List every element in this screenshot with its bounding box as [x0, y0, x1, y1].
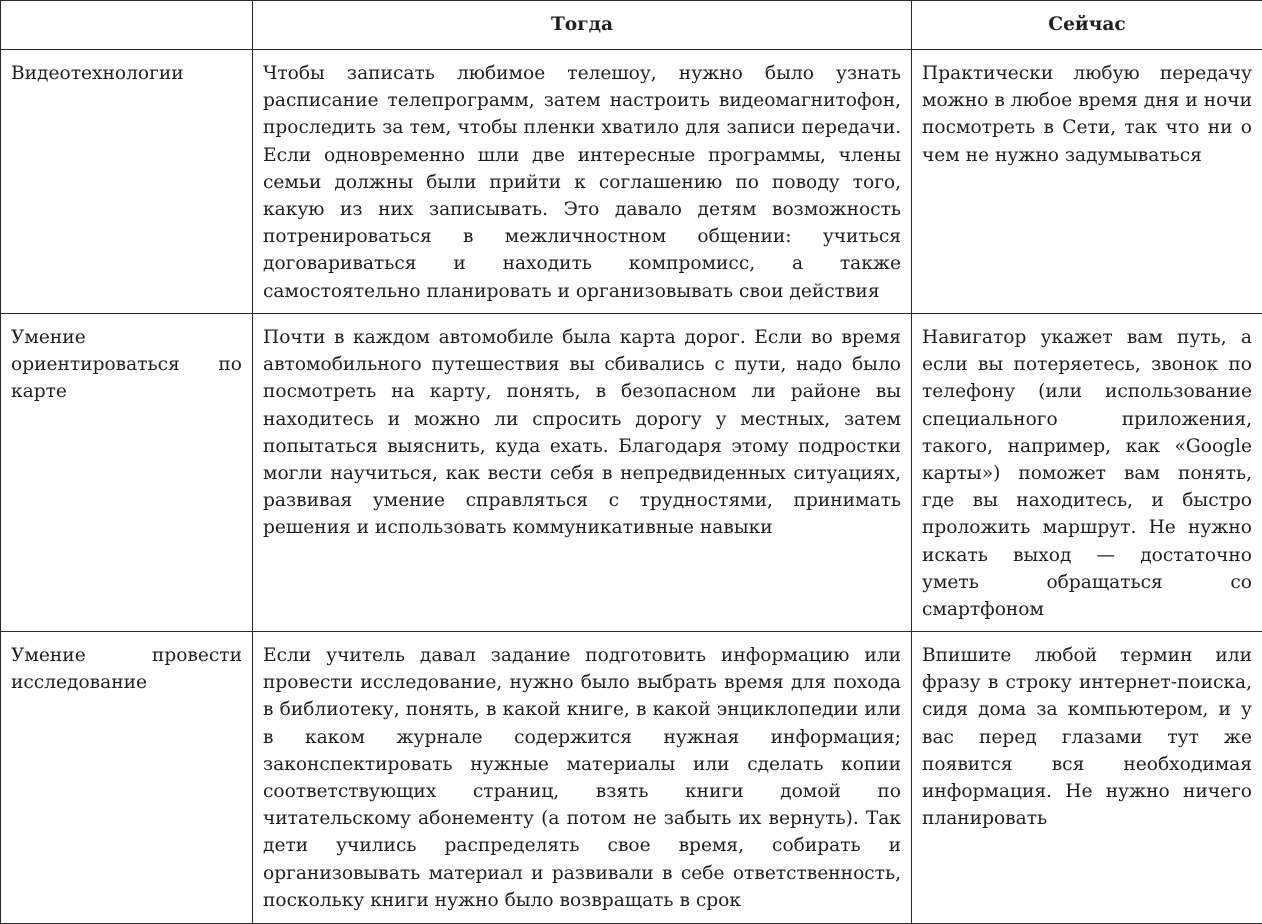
table-row [1, 632, 1262, 924]
header-now: Сейчас [912, 1, 1262, 50]
table-row [1, 314, 1262, 632]
header-then: Тогда [253, 1, 912, 50]
row-now: Практически любую передачу можно в любое время дня и ночи посмотреть в Сети, так что ни о чем не нужно задумываться [912, 50, 1262, 314]
row-then: Почти в каждом автомобиле была карта дорог. Если во время автомобильного путешествия вы сбивались с пути, надо было посмотреть на карту, понять, в безопасном ли районе вы находитесь и можно ли спросить дорогу у местных, затем попытаться выяснить, куда ехать. Благодаря этому подростки могли научиться, как вести себя в непредвиденных ситуациях, развивая умение справляться с трудностями, принимать решения и использовать коммуникативные навыки [253, 314, 912, 632]
row-topic: Видеотехнологии [1, 50, 253, 314]
row-now: Навигатор укажет вам путь, а если вы потеряетесь, звонок по телефону (или использование специального приложения, такого, например, как «Google карты») поможет вам понять, где вы находитесь, и быстро проложить маршрут. Не нужно искать выход — достаточно уметь обращаться со смартфоном [912, 314, 1262, 632]
row-topic: Умение провести исследование [1, 632, 253, 924]
row-then: Если учитель давал задание подготовить информацию или провести исследование, нужно было выбрать время для похода в библиотеку, понять, в какой книге, в какой энциклопедии или в каком журнале содержится нужная информация; законспектировать нужные материалы или сделать копии соответствующих страниц, взять книги домой по читательскому абонементу (а потом не забыть их вернуть). Так дети учились распределять свое время, собирать и организовывать материал и развивали в себе ответственность, поскольку книги нужно было возвращать в срок [253, 632, 912, 924]
row-now: Впишите любой термин или фразу в строку интернет-поиска, сидя дома за компьютером, и у вас перед глазами тут же появится вся необходимая информация. Не нужно ничего планировать [912, 632, 1262, 924]
table-row [1, 50, 1262, 314]
row-topic: Умение ориентироваться по карте [1, 314, 253, 632]
row-then: Чтобы записать любимое телешоу, нужно было узнать расписание телепрограмм, затем настроить видеомагнитофон, проследить за тем, чтобы пленки хватило для записи передачи. Если одновременно шли две интересные программы, члены семьи должны были прийти к соглашению по поводу того, какую из них записывать. Это давало детям возможность потренироваться в межличностном общении: учиться договариваться и находить компромисс, а также самостоятельно планировать и организовывать свои действия [253, 50, 912, 314]
header-topic [1, 1, 253, 50]
header-row [1, 1, 1262, 50]
